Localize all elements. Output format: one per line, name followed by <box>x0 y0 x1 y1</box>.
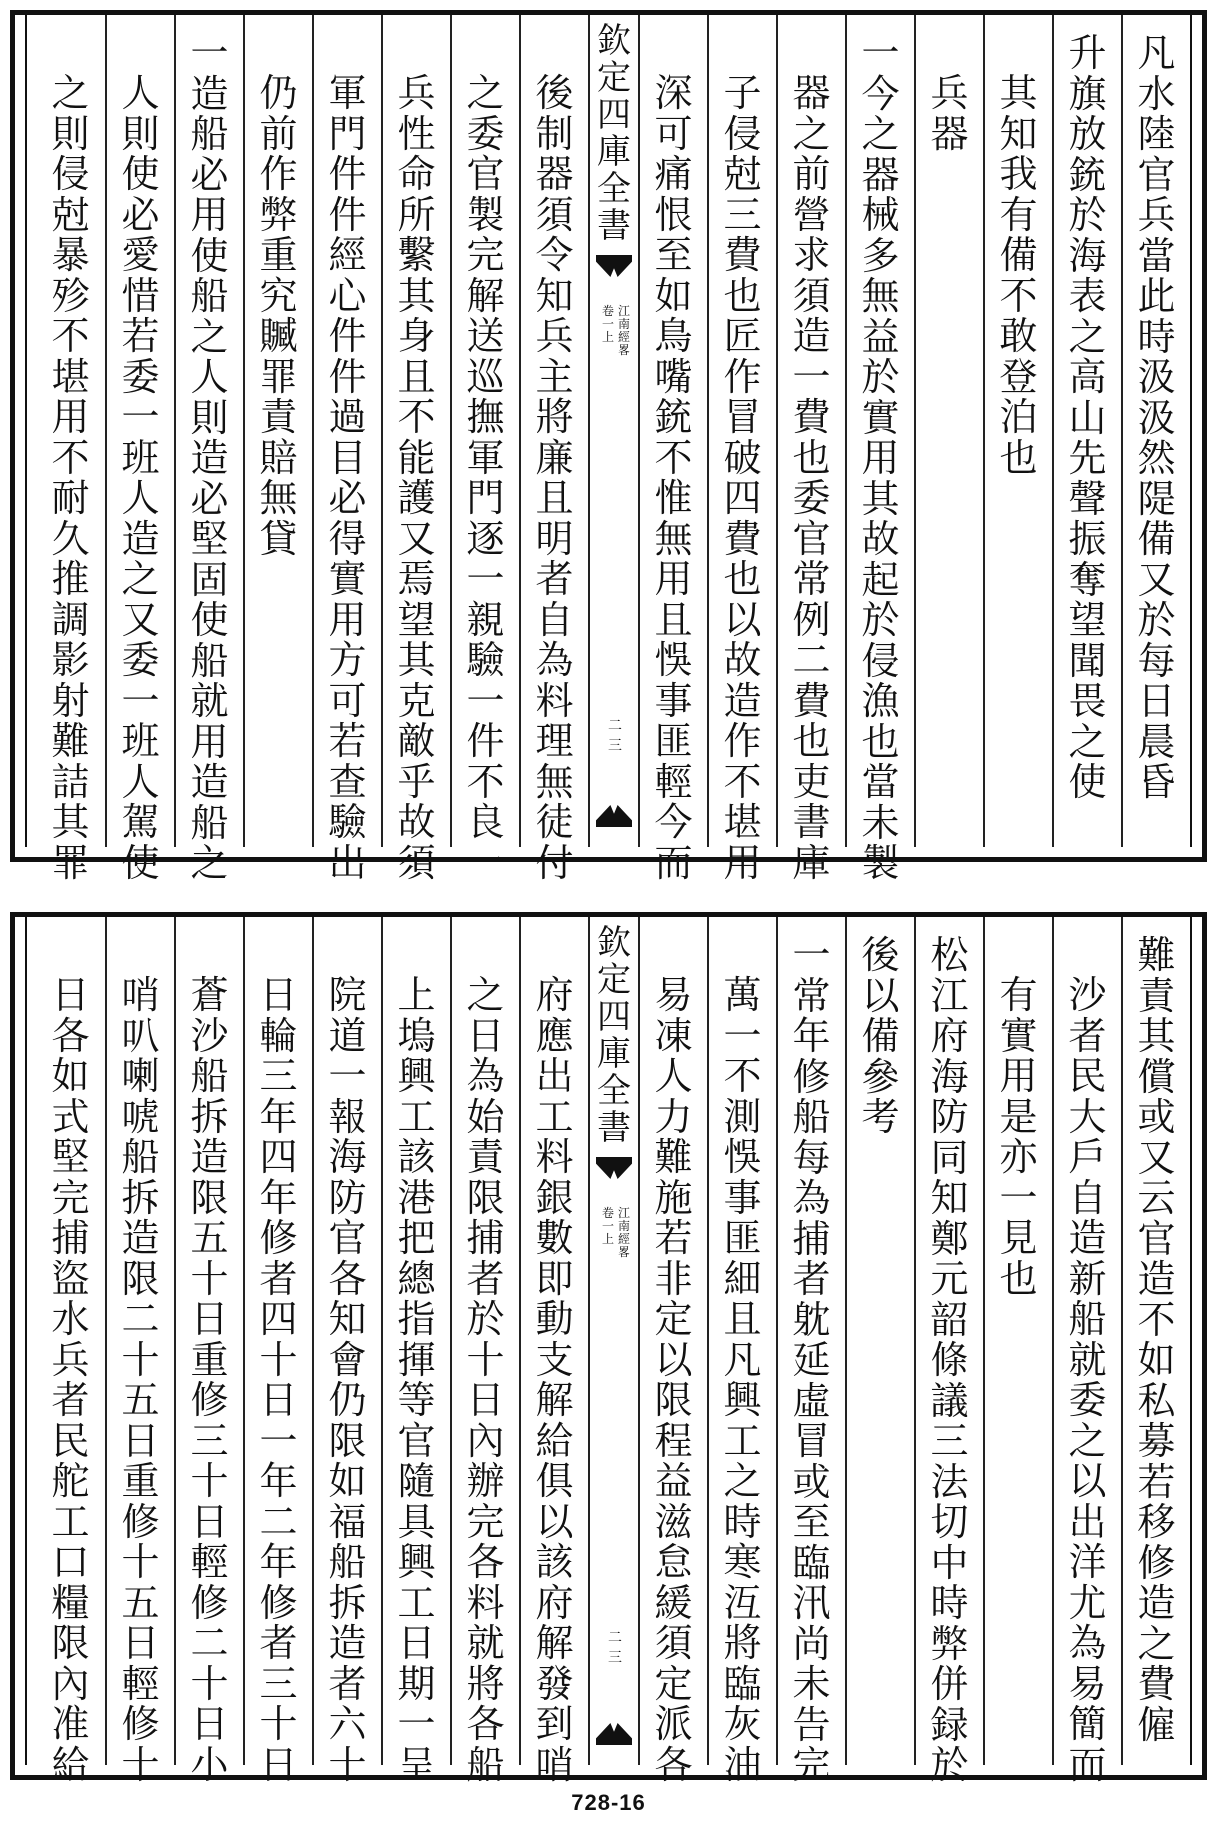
text-column: 兵器 <box>914 15 983 847</box>
banner-title: 欽定四庫全書 <box>597 21 631 246</box>
upper-text-columns <box>27 15 1190 885</box>
page-footer-number: 728-16 <box>571 1790 646 1815</box>
text-column: 府應出工料銀數即動支解給俱以該府解發到哨 <box>519 917 588 1765</box>
fish-tail-ornament <box>596 1723 632 1745</box>
text-column: 仍前作弊重究贓罪責賠無貸 <box>243 15 312 847</box>
text-column: 之則侵尅暴殄不堪用不耐久推調影射難詰其罪 <box>51 71 90 885</box>
text-column: 難責其償或又云官造不如私募若移修造之費僱 <box>1121 917 1190 1765</box>
text-column: 一造船必用使船之人則造必堅固使船就用造船之 <box>174 15 243 847</box>
text-column: 松江府海防同知鄭元韶條議三法切中時弊併録於 <box>914 917 983 1765</box>
text-column: 軍門件件經心件件過目必得實用方可若查驗出 <box>312 15 381 847</box>
text-column: 後以備參考 <box>845 917 914 1765</box>
text-column: 子侵尅三費也匠作冒破四費也以故造作不堪用 <box>707 15 776 847</box>
text-column: 有實用是亦一見也 <box>983 917 1052 1765</box>
text-column: 哨叭喇唬船拆造限二十五日重修十五日輕修十 <box>105 917 174 1765</box>
center-banner <box>588 15 638 847</box>
lower-frame <box>25 917 1192 1787</box>
text-column: 上塢興工該港把總指揮等官隨具興工日期一呈 <box>381 917 450 1765</box>
text-column: 易凍人力難施若非定以限程益滋怠緩須定派各 <box>638 917 707 1765</box>
text-column: 升旗放銃於海表之高山先聲振奪望聞畏之使 <box>1052 15 1121 847</box>
center-banner <box>588 917 638 1765</box>
text-column: 沙者民大戶自造新船就委之以出洋尤為易簡而 <box>1052 917 1121 1765</box>
text-column: 人則使必愛惜若委一班人造之又委一班人駕使 <box>105 15 174 847</box>
fish-tail-ornament <box>596 255 632 277</box>
lower-text-columns <box>27 917 1190 1787</box>
text-column: 之委官製完解送巡撫軍門逐一親驗一件不良一 <box>450 15 519 847</box>
text-column: 日各如式堅完捕盜水兵者民舵工口糧限內准給 <box>51 973 90 1787</box>
text-column: 兵性命所繫其身且不能護又焉望其克敵乎故須 <box>381 15 450 847</box>
page-number: 二三 <box>608 718 622 754</box>
fish-tail-ornament <box>596 805 632 827</box>
text-column: 一常年修船每為捕者躭延虛冒或至臨汛尚未告完 <box>776 917 845 1765</box>
text-column: 器之前營求須造一費也委官常例二費也吏書庫 <box>776 15 845 847</box>
upper-frame <box>25 15 1192 885</box>
lower-page <box>10 912 1207 1787</box>
text-column: 日輪三年四年修者四十日一年二年修者三十日 <box>243 917 312 1765</box>
banner-juan: 卷一上 <box>601 1206 614 1246</box>
upper-page <box>10 10 1207 885</box>
text-column: 一今之器械多無益於實用其故起於侵漁也當未製 <box>845 15 914 847</box>
text-column: 後制器須令知兵主將廉且明者自為料理無徒付 <box>519 15 588 847</box>
text-column: 院道一報海防官各知會仍限如福船拆造者六十 <box>312 917 381 1765</box>
banner-book-name: 江南經畧 <box>617 1206 630 1259</box>
fish-tail-ornament <box>596 1157 632 1179</box>
text-column: 之日為始責限捕者於十日內辦完各料就將各船 <box>450 917 519 1765</box>
text-column: 其知我有備不敢登泊也 <box>983 15 1052 847</box>
text-column: 蒼沙船拆造限五十日重修三十日輕修二十日小 <box>174 917 243 1765</box>
banner-juan: 卷一上 <box>601 304 614 344</box>
text-column: 凡水陸官兵當此時汲汲然隄備又於每日晨昏 <box>1121 15 1190 847</box>
banner-title: 欽定四庫全書 <box>597 923 631 1148</box>
banner-book-name: 江南經畧 <box>617 304 630 357</box>
text-column: 萬一不測悞事匪細且凡興工之時寒沍將臨灰油 <box>707 917 776 1765</box>
text-column: 深可痛恨至如鳥嘴銃不惟無用且悞事匪輕今而 <box>638 15 707 847</box>
page-number: 二三 <box>608 1630 622 1666</box>
